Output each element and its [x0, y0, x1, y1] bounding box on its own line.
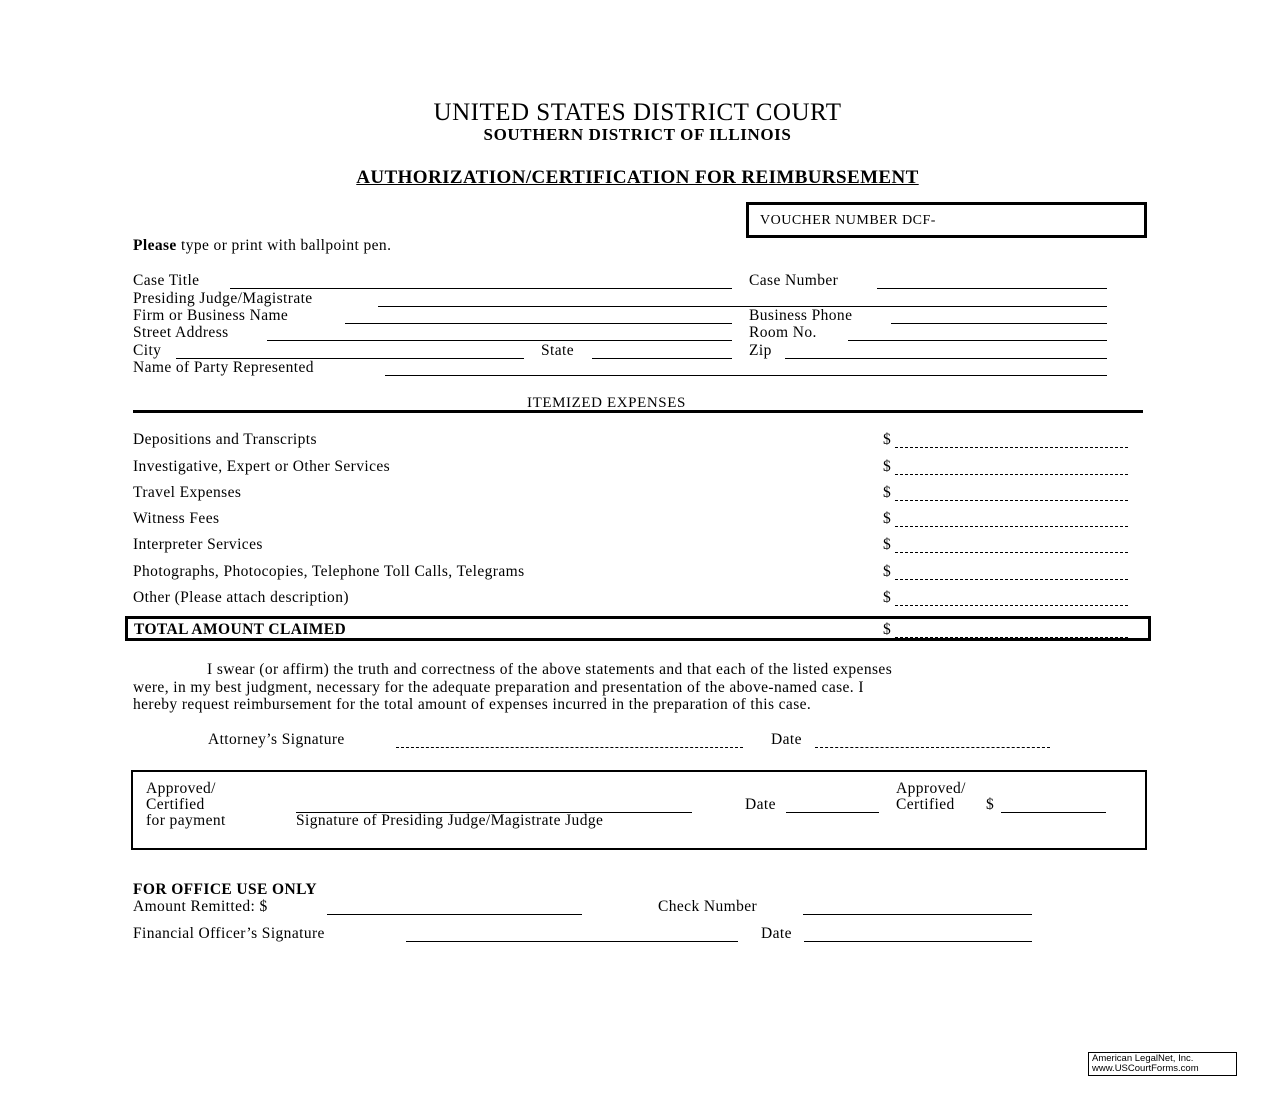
expense-currency: $: [883, 458, 892, 475]
financial-officer-signature-label: Financial Officer’s Signature: [133, 925, 325, 942]
instructions-text: type or print with ballpoint pen.: [176, 237, 392, 254]
voucher-number-box[interactable]: [746, 202, 1147, 238]
expenses-divider: [133, 410, 1143, 413]
attorney-signature-label: Attorney’s Signature: [208, 731, 345, 748]
expense-label: Other (Please attach description): [133, 589, 349, 606]
voucher-number-label: VOUCHER NUMBER DCF-: [760, 213, 936, 228]
expense-amount-field[interactable]: [895, 536, 1128, 553]
attorney-date-field[interactable]: [815, 731, 1050, 748]
expense-currency: $: [883, 431, 892, 448]
oath-line-2: were, in my best judgment, necessary for the adequate preparation and presentation of the above-named case. I: [133, 679, 864, 696]
case-title-field[interactable]: [230, 272, 732, 289]
zip-label: Zip: [749, 342, 772, 359]
expense-amount-field[interactable]: [895, 484, 1128, 501]
total-amount-box: [125, 616, 1151, 641]
state-field[interactable]: [592, 342, 732, 359]
city-field[interactable]: [176, 342, 524, 359]
state-label: State: [541, 342, 574, 359]
footer-company: American LegalNet, Inc.: [1092, 1053, 1194, 1064]
expense-amount-field[interactable]: [895, 458, 1128, 475]
total-amount-field[interactable]: [895, 621, 1128, 638]
expense-label: Witness Fees: [133, 510, 220, 527]
case-title-label: Case Title: [133, 272, 200, 289]
case-number-label: Case Number: [749, 272, 839, 289]
street-address-field[interactable]: [267, 324, 732, 341]
expense-amount-field[interactable]: [895, 431, 1128, 448]
firm-name-label: Firm or Business Name: [133, 307, 289, 324]
presiding-judge-label: Presiding Judge/Magistrate: [133, 290, 313, 307]
room-no-field[interactable]: [848, 324, 1107, 341]
attorney-signature-field[interactable]: [396, 731, 743, 748]
total-amount-label: TOTAL AMOUNT CLAIMED: [134, 621, 347, 638]
office-date-label: Date: [761, 925, 792, 942]
street-address-label: Street Address: [133, 324, 229, 341]
approval-date-label: Date: [745, 796, 776, 813]
financial-officer-signature-field[interactable]: [406, 925, 738, 942]
party-represented-field[interactable]: [385, 359, 1107, 376]
judge-signature-caption: Signature of Presiding Judge/Magistrate Judge: [296, 812, 604, 829]
amount-remitted-field[interactable]: [327, 898, 582, 915]
approved-amount-currency: $: [986, 796, 995, 813]
form-title: AUTHORIZATION/CERTIFICATION FOR REIMBURSEMENT: [356, 167, 919, 188]
instructions: [133, 237, 391, 255]
firm-name-field[interactable]: [345, 307, 732, 324]
footer-website[interactable]: www.USCourtForms.com: [1092, 1063, 1199, 1074]
approved-label: Approved/: [146, 780, 216, 797]
expense-currency: $: [883, 563, 892, 580]
city-label: City: [133, 342, 162, 359]
approved-amount-field[interactable]: [1001, 796, 1106, 813]
for-payment-label: for payment: [146, 812, 226, 829]
business-phone-label: Business Phone: [749, 307, 853, 324]
office-use-heading: FOR OFFICE USE ONLY: [133, 881, 318, 898]
business-phone-field[interactable]: [891, 307, 1107, 324]
footer-stamp: [1088, 1052, 1237, 1076]
expense-currency: $: [883, 510, 892, 527]
expense-currency: $: [883, 536, 892, 553]
expense-currency: $: [883, 484, 892, 501]
room-no-label: Room No.: [749, 324, 817, 341]
case-number-field[interactable]: [877, 272, 1107, 289]
attorney-date-label: Date: [771, 731, 802, 748]
office-date-field[interactable]: [804, 925, 1032, 942]
approval-date-field[interactable]: [786, 796, 879, 813]
expense-label: Travel Expenses: [133, 484, 242, 501]
instructions-bold: Please: [133, 237, 177, 254]
district-name: SOUTHERN DISTRICT OF ILLINOIS: [483, 125, 792, 144]
check-number-field[interactable]: [803, 898, 1032, 915]
expense-label: Photographs, Photocopies, Telephone Toll Calls, Telegrams: [133, 563, 525, 580]
expense-amount-field[interactable]: [895, 589, 1128, 606]
presiding-judge-field[interactable]: [378, 290, 1107, 307]
expense-amount-field[interactable]: [895, 510, 1128, 527]
check-number-label: Check Number: [658, 898, 758, 915]
itemized-expenses-heading: ITEMIZED EXPENSES: [527, 395, 686, 411]
expense-currency: $: [883, 589, 892, 606]
oath-line-3: hereby request reimbursement for the total amount of expenses incurred in the preparation of this case.: [133, 696, 812, 713]
approved-amount-label-2: Certified: [896, 796, 955, 813]
amount-remitted-label: Amount Remitted: $: [133, 898, 268, 915]
judge-signature-field[interactable]: [296, 796, 692, 813]
total-currency: $: [883, 621, 892, 638]
oath-line-1: I swear (or affirm) the truth and correctness of the above statements and that each of the listed expenses: [207, 661, 893, 678]
certified-label: Certified: [146, 796, 205, 813]
expense-label: Investigative, Expert or Other Services: [133, 458, 391, 475]
zip-field[interactable]: [785, 342, 1107, 359]
approved-amount-label-1: Approved/: [896, 780, 966, 797]
court-name: UNITED STATES DISTRICT COURT: [433, 99, 842, 126]
party-represented-label: Name of Party Represented: [133, 359, 314, 376]
approval-box: [131, 770, 1147, 850]
expense-amount-field[interactable]: [895, 563, 1128, 580]
expense-label: Depositions and Transcripts: [133, 431, 317, 448]
expense-label: Interpreter Services: [133, 536, 263, 553]
